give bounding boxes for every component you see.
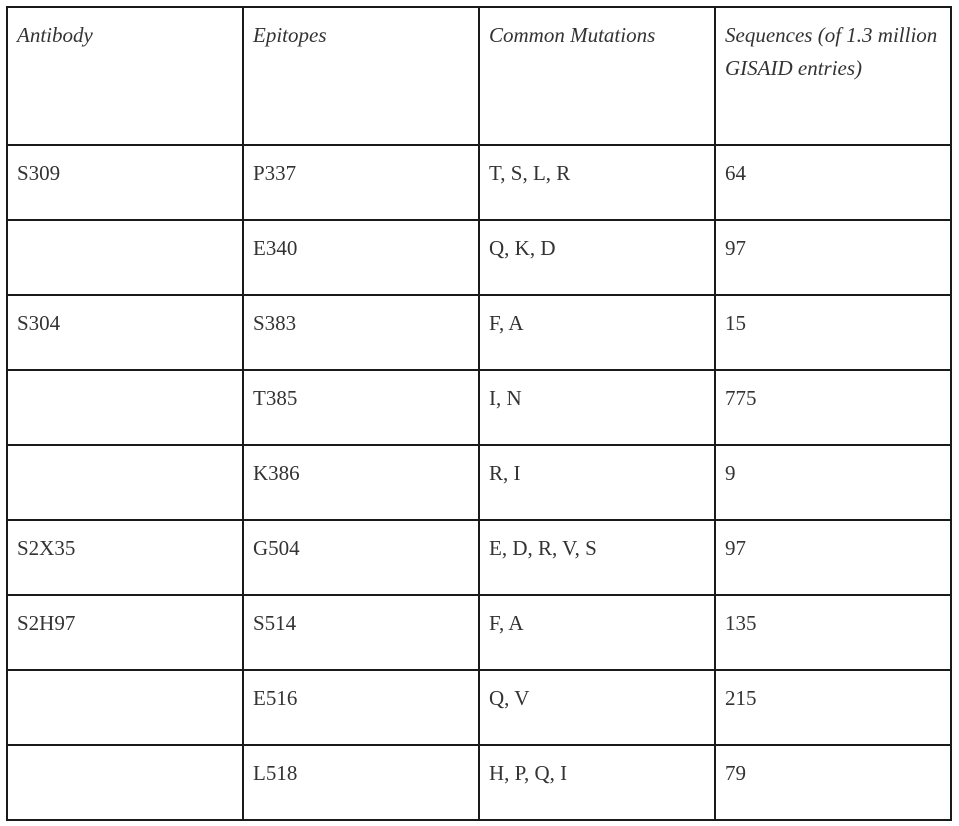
cell-epitope: E516	[243, 670, 479, 745]
cell-mutations: H, P, Q, I	[479, 745, 715, 820]
cell-mutations: F, A	[479, 295, 715, 370]
table-header-row	[7, 7, 951, 145]
table-row	[7, 145, 951, 220]
table-row	[7, 220, 951, 295]
cell-mutations: Q, V	[479, 670, 715, 745]
cell-antibody	[7, 670, 243, 745]
cell-antibody	[7, 220, 243, 295]
table-container	[6, 6, 952, 821]
cell-antibody	[7, 445, 243, 520]
table-row	[7, 595, 951, 670]
table-row	[7, 295, 951, 370]
cell-mutations: R, I	[479, 445, 715, 520]
cell-sequences: 64	[715, 145, 951, 220]
header-common-mutations: Common Mutations	[479, 7, 715, 145]
cell-sequences: 775	[715, 370, 951, 445]
table-row	[7, 370, 951, 445]
cell-sequences: 215	[715, 670, 951, 745]
header-epitopes: Epitopes	[243, 7, 479, 145]
cell-mutations: Q, K, D	[479, 220, 715, 295]
table-row	[7, 745, 951, 820]
cell-epitope: S383	[243, 295, 479, 370]
cell-epitope: S514	[243, 595, 479, 670]
cell-sequences: 15	[715, 295, 951, 370]
cell-antibody	[7, 370, 243, 445]
cell-epitope: E340	[243, 220, 479, 295]
cell-epitope: T385	[243, 370, 479, 445]
cell-mutations: T, S, L, R	[479, 145, 715, 220]
cell-antibody: S309	[7, 145, 243, 220]
cell-sequences: 9	[715, 445, 951, 520]
table-row	[7, 520, 951, 595]
cell-epitope: P337	[243, 145, 479, 220]
cell-epitope: K386	[243, 445, 479, 520]
cell-antibody	[7, 745, 243, 820]
cell-antibody: S2H97	[7, 595, 243, 670]
table-row	[7, 445, 951, 520]
antibody-epitope-table	[6, 6, 952, 821]
header-antibody: Antibody	[7, 7, 243, 145]
cell-sequences: 79	[715, 745, 951, 820]
cell-sequences: 97	[715, 520, 951, 595]
cell-antibody: S2X35	[7, 520, 243, 595]
cell-epitope: G504	[243, 520, 479, 595]
cell-epitope: L518	[243, 745, 479, 820]
header-sequences: Sequences (of 1.3 million GISAID entries)	[715, 7, 951, 145]
table-row	[7, 670, 951, 745]
cell-mutations: I, N	[479, 370, 715, 445]
cell-mutations: E, D, R, V, S	[479, 520, 715, 595]
cell-sequences: 135	[715, 595, 951, 670]
cell-mutations: F, A	[479, 595, 715, 670]
cell-sequences: 97	[715, 220, 951, 295]
cell-antibody: S304	[7, 295, 243, 370]
